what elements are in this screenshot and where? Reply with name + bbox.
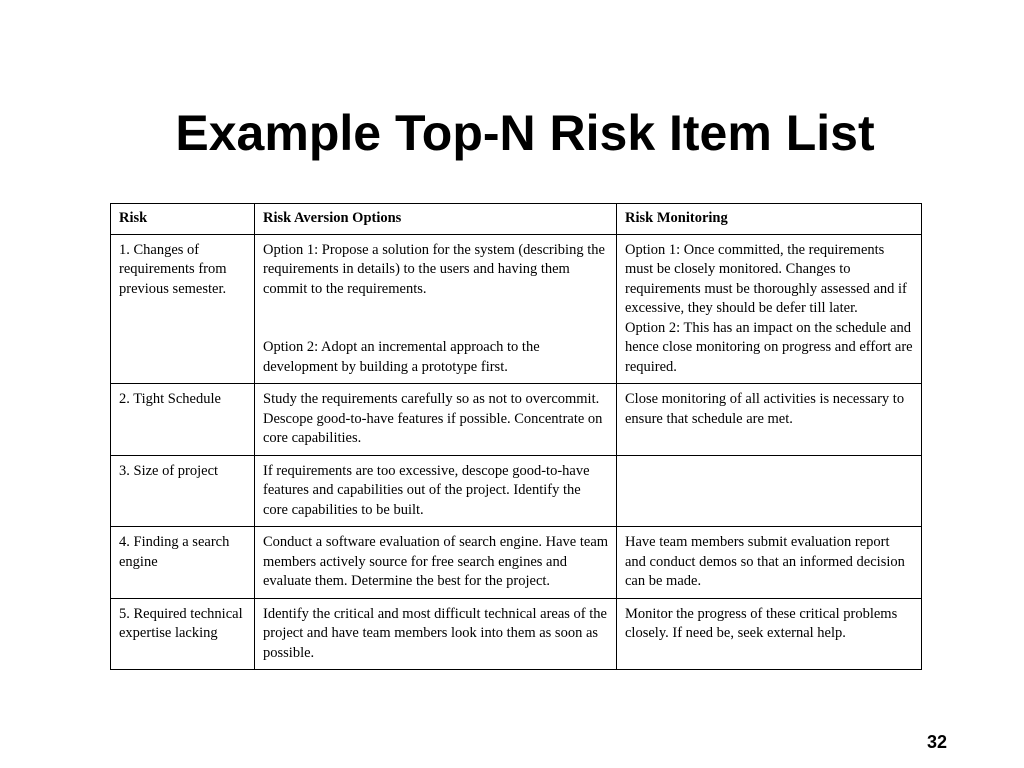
monitoring-cell: Close monitoring of all activities is necessary to ensure that schedule are met. (617, 384, 922, 456)
aversion-options-cell: Identify the critical and most difficult technical areas of the project and have team members look into them as soon as possible. (255, 598, 617, 670)
aversion-options-cell: Study the requirements carefully so as not to overcommit. Descope good-to-have features if possible. Concentrate on core capabilities. (255, 384, 617, 456)
header-risk: Risk (111, 204, 255, 235)
monitoring-cell (617, 455, 922, 527)
spacer (263, 299, 609, 338)
table-header-row (111, 204, 922, 235)
table-row (111, 384, 922, 456)
table-row (111, 234, 922, 384)
monitoring-cell (617, 234, 922, 384)
monitoring-cell: Have team members submit evaluation report and conduct demos so that an informed decision can be made. (617, 527, 922, 599)
option-text: Option 1: Propose a solution for the system (describing the requirements in details) to the users and having them commit to the requirements. (263, 241, 605, 297)
risk-cell: 2. Tight Schedule (111, 384, 255, 456)
risk-cell: 1. Changes of requirements from previous semester. (111, 234, 255, 384)
slide-title: Example Top-N Risk Item List (175, 105, 875, 161)
aversion-options-cell: Conduct a software evaluation of search engine. Have team members actively source for free search engines and evaluate them. Determine the best for the project. (255, 527, 617, 599)
option-text: Option 2: Adopt an incremental approach to the development by building a prototype first. (263, 339, 540, 375)
header-risk-monitoring: Risk Monitoring (617, 204, 922, 235)
risk-cell: 3. Size of project (111, 455, 255, 527)
table-row (111, 598, 922, 670)
page-number: 32 (926, 732, 947, 752)
monitoring-text: Option 2: This has an impact on the schedule and hence close monitoring on progress and effort are required. (625, 319, 913, 375)
risk-cell: 4. Finding a search engine (111, 527, 255, 599)
monitoring-text: Option 1: Once committed, the requirements must be closely monitored. Changes to requirements must be thoroughly assessed and if excessive, they should be defer till later. (625, 241, 907, 316)
risk-item-table (110, 203, 922, 670)
aversion-options-cell (255, 234, 617, 384)
table-row (111, 527, 922, 599)
header-risk-aversion-options: Risk Aversion Options (255, 204, 617, 235)
monitoring-cell: Monitor the progress of these critical problems closely. If need be, seek external help. (617, 598, 922, 670)
table-row (111, 455, 922, 527)
risk-cell: 5. Required technical expertise lacking (111, 598, 255, 670)
aversion-options-cell: If requirements are too excessive, descope good-to-have features and capabilities out of the project. Identify the core capabilities to be built. (255, 455, 617, 527)
